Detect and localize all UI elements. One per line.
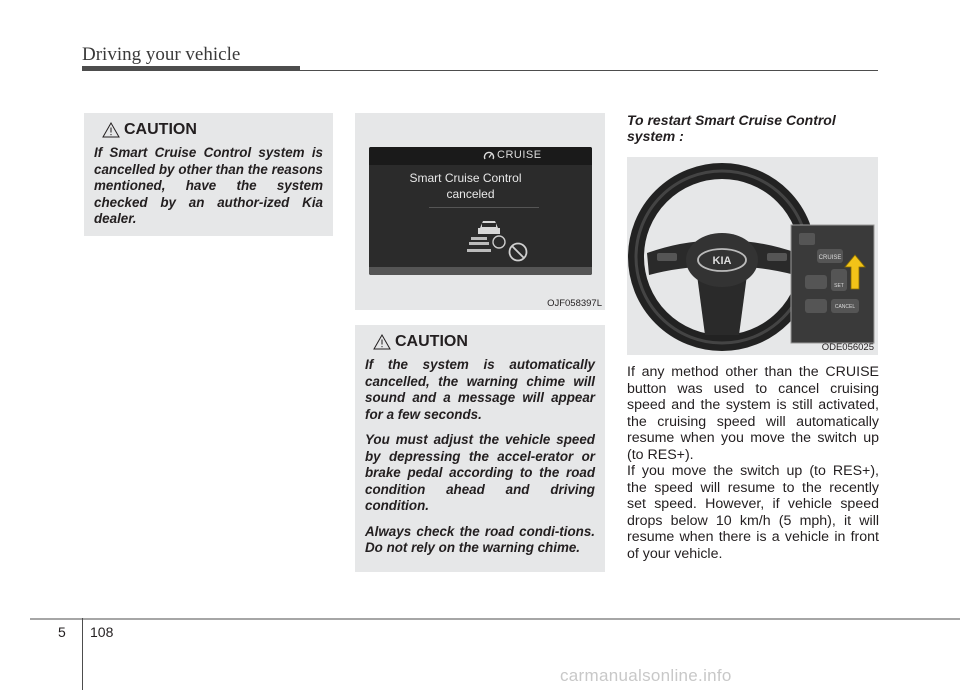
caution-paragraph-1: If the system is automatically cancelled, the warning chime will sound and a message will appear for a few seconds. bbox=[365, 357, 595, 422]
cluster-display-figure bbox=[355, 113, 605, 310]
page-number: 108 bbox=[90, 624, 114, 640]
cruise-indicator: CRUISE bbox=[497, 149, 542, 161]
caution-box-1 bbox=[84, 113, 333, 236]
caution-paragraph-2: You must adjust the vehicle speed by depressing the accel-erator or brake pedal according to the road condition ahead and driving condition. bbox=[365, 432, 595, 513]
svg-text:CRUISE: CRUISE bbox=[818, 255, 842, 261]
caution-heading bbox=[373, 333, 595, 351]
footer-rule bbox=[0, 617, 960, 621]
svg-text:SET: SET bbox=[834, 283, 844, 289]
caution-title: CAUTION bbox=[395, 333, 468, 350]
caution-text: If Smart Cruise Control system is cancelled by other than the reasons mentioned, have the system checked by an author-ized Kia dealer. bbox=[94, 145, 323, 226]
watermark: carmanualsonline.info bbox=[560, 666, 732, 685]
body-paragraph-2: If you move the switch up (to RES+), the speed will resume to the recently set speed. However, if vehicle speed drops below 10 km/h (5 mph), it will resume when there is a vehicle in front of your vehicle. bbox=[627, 463, 879, 562]
steering-wheel-figure bbox=[627, 157, 878, 355]
caution-box-2 bbox=[355, 325, 605, 572]
section-number: 5 bbox=[58, 624, 66, 640]
figure-code-label: OJF058397L bbox=[547, 298, 602, 309]
header-rule-thick bbox=[82, 66, 300, 71]
cruise-gauge-icon bbox=[483, 150, 495, 162]
page-header-title: Driving your vehicle bbox=[82, 44, 241, 65]
cancel-circle-icon bbox=[507, 241, 529, 263]
cluster-screen bbox=[369, 147, 592, 275]
warning-triangle-icon bbox=[102, 122, 120, 138]
body-paragraph-1: If any method other than the CRUISE button was used to cancel cruising speed and the system is still activated, the cruising speed will automatically resume when you move the switch up (to RES+). bbox=[627, 364, 879, 463]
caution-title: CAUTION bbox=[124, 121, 197, 138]
warning-triangle-icon bbox=[373, 334, 391, 350]
caution-heading bbox=[102, 121, 323, 139]
screen-message-line1: Smart Cruise Control bbox=[409, 171, 522, 185]
svg-text:KIA: KIA bbox=[712, 255, 732, 267]
steering-wheel-icon bbox=[627, 157, 878, 355]
section-subheading: To restart Smart Cruise Control system : bbox=[627, 112, 836, 144]
footer-divider bbox=[82, 618, 83, 690]
caution-paragraph-3: Always check the road condi-tions. Do not rely on the warning chime. bbox=[365, 523, 595, 555]
svg-text:CANCEL: CANCEL bbox=[834, 304, 856, 310]
screen-message-line2: canceled bbox=[446, 187, 495, 201]
header-rule-thin bbox=[300, 70, 878, 71]
figure-code-label: ODE056025 bbox=[821, 342, 874, 353]
